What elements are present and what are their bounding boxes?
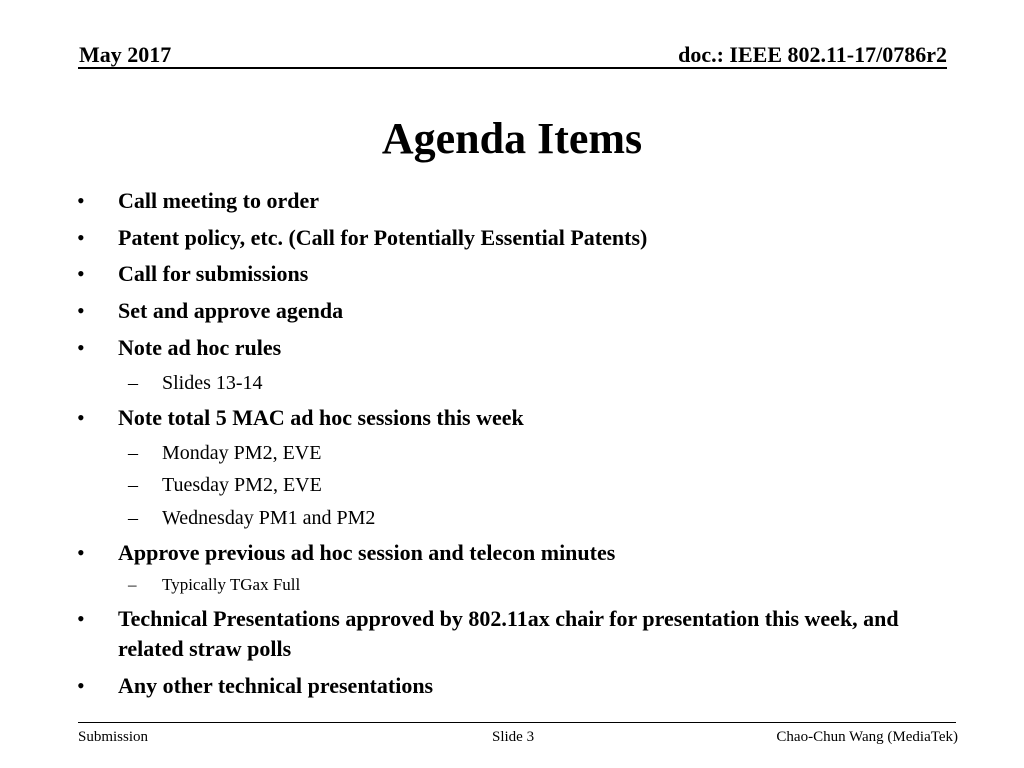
bullet-icon: •	[77, 188, 85, 213]
bullet-icon: •	[77, 606, 85, 631]
bullet-icon: •	[77, 673, 85, 698]
footer-author: Chao-Chun Wang (MediaTek)	[776, 729, 958, 745]
agenda-item-text: Technical Presentations approved by 802.11ax chair for presentation this week, and related straw polls	[118, 606, 899, 661]
dash-icon: –	[128, 442, 138, 464]
agenda-subitem-text: Wednesday PM1 and PM2	[162, 507, 376, 529]
agenda-item-text: Call meeting to order	[118, 188, 319, 213]
bullet-icon: •	[77, 261, 85, 286]
dash-icon: –	[128, 474, 138, 496]
footer-submission: Submission	[78, 729, 149, 745]
agenda-item-text: Patent policy, etc. (Call for Potentially Essential Patents)	[118, 225, 648, 250]
bullet-icon: •	[77, 540, 85, 565]
agenda-item-text: Set and approve agenda	[118, 298, 344, 323]
bullet-icon: •	[77, 298, 85, 323]
agenda-item-text: Call for submissions	[118, 261, 309, 286]
dash-icon: –	[128, 372, 138, 394]
agenda-subitem-text: Slides 13-14	[162, 372, 263, 394]
footer-divider	[78, 722, 956, 723]
agenda-item-text: Note ad hoc rules	[118, 335, 282, 360]
agenda-subitem-text: Tuesday PM2, EVE	[162, 474, 322, 496]
slide-title: Agenda Items	[381, 114, 643, 163]
agenda-subitem-text: Monday PM2, EVE	[162, 442, 322, 464]
agenda-item-text: Approve previous ad hoc session and telecon minutes	[118, 540, 616, 565]
agenda-subitem-text: Typically TGax Full	[162, 575, 301, 594]
footer-slide-number: Slide 3	[492, 729, 535, 745]
bullet-icon: •	[77, 225, 85, 250]
bullet-icon: •	[77, 405, 85, 430]
agenda-item-text: Any other technical presentations	[118, 673, 434, 698]
header-doc-id: doc.: IEEE 802.11-17/0786r2	[678, 42, 947, 67]
dash-icon: –	[128, 575, 137, 594]
bullet-icon: •	[77, 335, 85, 360]
agenda-item-text: Note total 5 MAC ad hoc sessions this week	[118, 405, 524, 430]
dash-icon: –	[128, 507, 138, 529]
header-date: May 2017	[79, 42, 172, 67]
